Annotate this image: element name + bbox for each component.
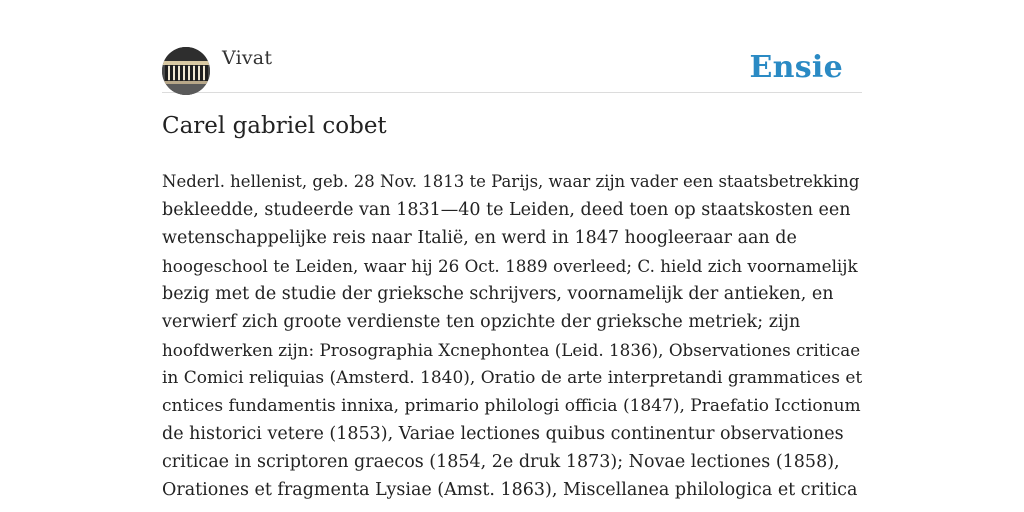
body-line: Orationes et fragmenta Lysiae (Amst. 1863), Miscellanea philologica et critica bbox=[162, 480, 858, 500]
body-line: bezig met de studie der grieksche schrijvers, voornamelijk der antieken, en bbox=[162, 284, 834, 304]
body-line: wetenschappelijke reis naar Italië, en werd in 1847 hoogleeraar aan de bbox=[162, 228, 797, 248]
author-name[interactable]: Vivat bbox=[222, 47, 273, 69]
bookshelf-icon bbox=[162, 47, 210, 95]
article-body bbox=[162, 168, 862, 504]
body-line: criticae in scriptoren graecos (1854, 2e druk 1873); Novae lectiones (1858), bbox=[162, 452, 840, 472]
body-line: verwierf zich groote verdienste ten opzichte der grieksche metriek; zijn bbox=[162, 312, 801, 332]
body-line: de historici vetere (1853), Variae lectiones quibus continentur observationes bbox=[162, 424, 844, 444]
article-title: Carel gabriel cobet bbox=[162, 113, 387, 139]
body-line: hoogeschool te Leiden, waar hij 26 Oct. 1889 overleed; C. hield zich voornamelijk bbox=[162, 256, 858, 276]
brand-logo[interactable]: Ensie bbox=[749, 50, 843, 85]
article-card bbox=[162, 0, 862, 512]
body-line: cntices fundamentis innixa, primario philologi officia (1847), Praefatio Icctionum bbox=[162, 396, 861, 416]
body-line: hoofdwerken zijn: Prosographia Xcnephontea (Leid. 1836), Observationes criticae bbox=[162, 340, 861, 360]
article-header bbox=[162, 46, 862, 93]
body-line: bekleedde, studeerde van 1831—40 te Leiden, deed toen op staatskosten een bbox=[162, 200, 851, 220]
body-line: Nederl. hellenist, geb. 28 Nov. 1813 te Parijs, waar zijn vader een staatsbetrekking bbox=[162, 172, 860, 191]
body-line: in Comici reliquias (Amsterd. 1840), Oratio de arte interpretandi grammatices et bbox=[162, 368, 863, 388]
author-avatar[interactable] bbox=[162, 47, 210, 95]
